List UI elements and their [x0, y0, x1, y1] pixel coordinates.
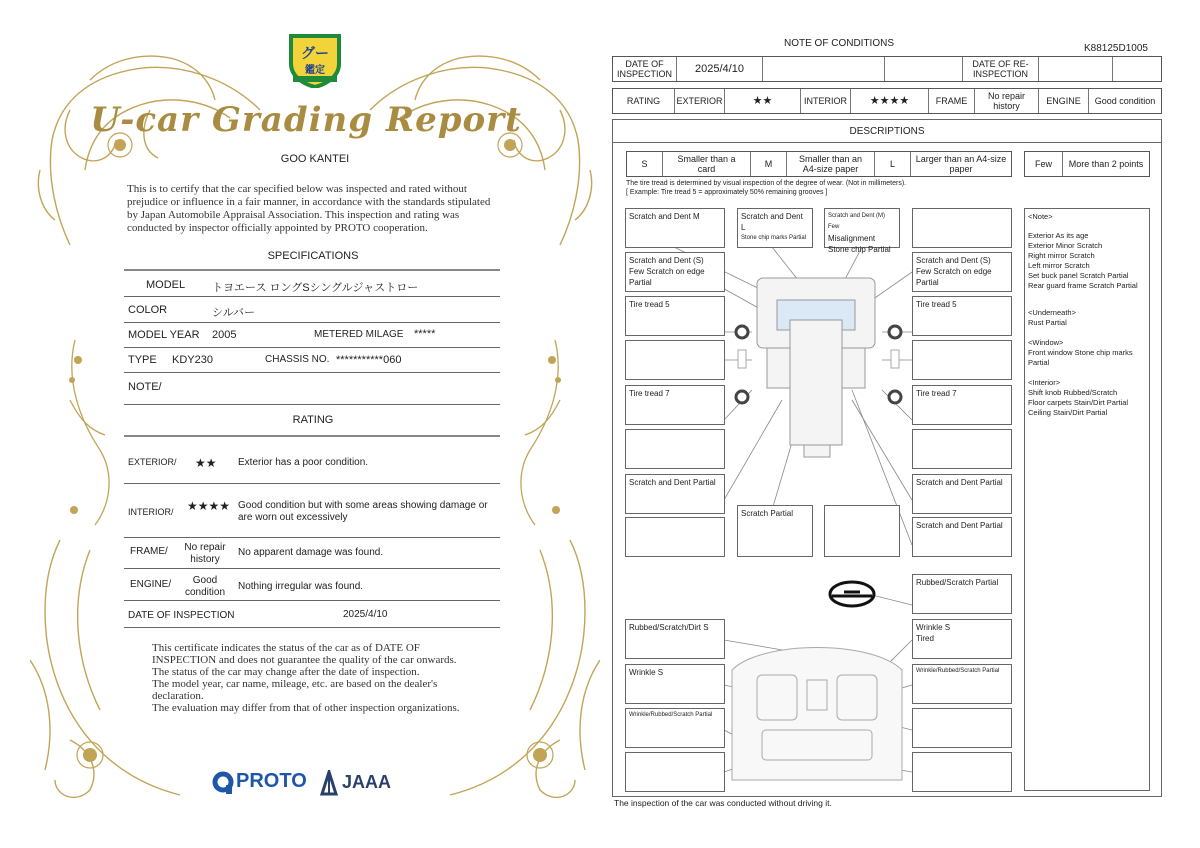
chassis-value: ***********060: [336, 354, 402, 366]
badge-bottom-text: 鑑定: [305, 65, 325, 76]
desc-box-driver-seat: [912, 619, 1012, 659]
remark-item: Floor carpets Stain/Dirt Partial: [1028, 398, 1129, 407]
desc-box-right-bed: Scratch and Dent Partial: [912, 474, 1012, 514]
legend-m: M: [751, 152, 787, 176]
desc-box-left-rear: [625, 429, 725, 469]
divider: [124, 372, 500, 373]
color-value: シルバー: [212, 307, 255, 319]
date-of-inspection-label: DATE OF INSPECTION: [128, 610, 235, 621]
date-of-inspection-value: 2025/4/10: [343, 609, 388, 620]
divider: [124, 269, 500, 271]
divider: [124, 600, 500, 601]
desc-box-front-center-right: [824, 208, 900, 254]
desc-box-steering: Rubbed/Scratch Partial: [912, 574, 1012, 614]
desc-text: Scratch and Dent L: [741, 212, 803, 232]
desc-box-front-center-left: [737, 208, 813, 248]
desc-text: Stone chip marks Partial: [741, 235, 807, 241]
desc-box-passenger-seat: Wrinkle S: [625, 664, 725, 704]
legend-few-desc: More than 2 points: [1068, 159, 1144, 169]
interior-stars: ★★★★: [851, 89, 929, 113]
divider: [124, 537, 500, 538]
date-of-inspection-value: 2025/4/10: [677, 57, 763, 81]
frame-label: FRAME/: [130, 546, 168, 557]
truck-top-view: [757, 278, 875, 457]
descriptions-heading: DESCRIPTIONS: [849, 125, 925, 137]
footer-line: This certificate indicates the status of the car as of DATE OF INSPECTION and does not guarantee the quality of the car onwards.: [152, 642, 457, 666]
remark-item: Exterior As its age: [1028, 231, 1089, 240]
inspection-date-row: [612, 56, 1162, 82]
desc-box-right-rear-tire: Tire tread 7: [912, 385, 1012, 425]
empty-cell: [885, 57, 963, 81]
remarks-panel: [1024, 208, 1150, 791]
desc-box-left-mid: [625, 340, 725, 380]
jaaa-mark-icon: [318, 770, 340, 796]
rating-row: [612, 88, 1162, 114]
desc-text: Tired: [916, 634, 934, 643]
desc-box-front-right: [912, 208, 1012, 248]
desc-box-dashboard: Rubbed/Scratch/Dirt S: [625, 619, 725, 659]
engine-value: Good condition: [184, 575, 226, 598]
rating-heading: RATING: [292, 414, 334, 426]
legend-few: Few: [1025, 152, 1063, 176]
desc-box-left-rear-tire: Tire tread 7: [625, 385, 725, 425]
exterior-label: EXTERIOR: [675, 89, 725, 113]
footer-line: The evaluation may differ from that of other inspection organizations.: [152, 702, 460, 714]
certificate-footer: [152, 642, 482, 714]
divider: [124, 347, 500, 348]
remark-item: Exterior Minor Scratch: [1028, 241, 1103, 250]
desc-box-left-door: Scratch and Dent (S) Few Scratch on edge Partial: [625, 252, 725, 292]
exterior-desc: Exterior has a poor condition.: [238, 457, 369, 468]
note-title: NOTE OF CONDITIONS: [784, 38, 894, 49]
exterior-stars: ★★: [195, 456, 217, 470]
engine-label: ENGINE: [1039, 89, 1089, 113]
empty-cell: [763, 57, 885, 81]
remark-item: Right mirror Scratch: [1028, 251, 1095, 260]
legend-s-desc: Smaller than a card: [663, 152, 751, 176]
report-title: U-car Grading Report: [90, 100, 522, 140]
engine-value: Good condition: [1094, 96, 1156, 106]
desc-box-left-front-tire: Tire tread 5: [625, 296, 725, 336]
remark-item: Shift knob Rubbed/Scratch: [1028, 388, 1118, 397]
desc-text: Wrinkle S: [916, 623, 951, 632]
desc-box-rear-left: [625, 517, 725, 557]
desc-text: Scratch and Dent (M) Few: [828, 213, 886, 230]
legend-s: S: [627, 152, 663, 176]
type-label: TYPE: [128, 354, 157, 366]
interior-stars: ★★★★: [187, 499, 231, 513]
descriptions-heading-bar: [612, 119, 1162, 143]
note-of-conditions: [612, 0, 1200, 848]
desc-box-floor-right: [912, 752, 1012, 792]
divider: [124, 322, 500, 323]
ornament-left-mid: [60, 340, 120, 530]
divider: [124, 627, 500, 628]
exterior-label: EXTERIOR/: [128, 457, 177, 467]
frame-label: FRAME: [929, 89, 975, 113]
engine-label: ENGINE/: [130, 579, 172, 590]
type-value: KDY230: [172, 354, 213, 366]
specifications-heading: SPECIFICATIONS: [267, 250, 359, 262]
interior-label: INTERIOR: [801, 89, 851, 113]
desc-box-floor-left: [625, 752, 725, 792]
frame-desc: No apparent damage was found.: [238, 547, 384, 558]
chassis-label: CHASSIS NO.: [265, 354, 330, 365]
engine-desc: Nothing irregular was found.: [238, 581, 364, 592]
remarks-underneath-heading: <Underneath>: [1028, 308, 1076, 317]
desc-text: Misalignment: [828, 234, 876, 243]
metered-mileage-label: METERED MILAGE: [314, 329, 404, 340]
desc-box-rear-interior-right: [912, 708, 1012, 748]
date-of-inspection-label: DATE OF INSPECTION: [613, 57, 677, 81]
certify-text: This is to certify that the car specified below was inspected and rated without prejudice or influence in a fair manner, in accordance with the standards stipulated by Japan Automobile Appraisal Association. This inspection and rating was conducted by inspector officially appointed by PROTO cooperation.: [127, 183, 491, 234]
model-label: MODEL: [146, 279, 186, 291]
proto-mark-icon: [212, 771, 234, 795]
remark-item: Set buck panel Scratch Partial: [1028, 271, 1129, 280]
steering-wheel-icon: [830, 582, 874, 606]
desc-box-rear-center-right: [824, 505, 900, 557]
proto-logo-text: PROTO: [236, 770, 307, 792]
desc-box-rear-right: Scratch and Dent Partial: [912, 517, 1012, 557]
desc-box-rear-center: Scratch Partial: [737, 505, 813, 557]
footer-line: The model year, car name, mileage, etc. are based on the dealer's declaration.: [152, 678, 438, 702]
empty-cell: [1039, 57, 1113, 81]
few-legend: [1024, 151, 1150, 177]
remark-item: Front window Stone chip marks Partial: [1028, 348, 1133, 367]
rating-label: RATING: [613, 89, 675, 113]
desc-box-right-mid: [912, 340, 1012, 380]
divider: [124, 296, 500, 297]
inspection-footer: The inspection of the car was conducted without driving it.: [614, 798, 832, 808]
legend-m-desc: Smaller than an A4-size paper: [787, 152, 875, 176]
legend-l: L: [875, 152, 911, 176]
legend-l-desc: Larger than an A4-size paper: [915, 154, 1007, 174]
cab-interior-view: [732, 648, 902, 781]
desc-box-door-trim-right: Wrinkle/Rubbed/Scratch Partial: [912, 664, 1012, 704]
metered-mileage-value: *****: [414, 328, 436, 340]
desc-box-door-trim-left: Wrinkle/Rubbed/Scratch Partial: [625, 708, 725, 748]
report-subtitle: GOO KANTEI: [280, 153, 350, 165]
frame-value: No repair history: [975, 89, 1039, 113]
remarks-interior-heading: <Interior>: [1028, 378, 1061, 387]
desc-box-right-rear: [912, 429, 1012, 469]
divider: [124, 435, 500, 437]
interior-label: INTERIOR/: [128, 507, 174, 517]
footer-line: The status of the car may change after the date of inspection.: [152, 666, 420, 678]
model-value: トヨエース ロングSシングルジャストロー: [212, 282, 419, 294]
remark-item: Ceiling Stain/Dirt Partial: [1028, 408, 1108, 417]
desc-text: Stone chip Partial: [828, 245, 891, 254]
remark-item: Rust Partial: [1028, 318, 1067, 327]
model-year-value: 2005: [212, 329, 237, 341]
remarks-window-heading: <Window>: [1028, 338, 1064, 347]
jaaa-logo-text: JAAA: [342, 772, 392, 792]
remark-item: Rear guard frame Scratch Partial: [1028, 281, 1138, 290]
tire-example: [ Example: Tire tread 5 = approximately 50% remaining grooves ]: [626, 189, 828, 196]
divider: [124, 568, 500, 569]
tire-note: The tire tread is determined by visual inspection of the degree of wear. (Not in millimeters).: [626, 180, 907, 187]
interior-desc: Good condition but with some areas showing damage or are worn out excessively: [238, 500, 488, 523]
divider: [124, 404, 500, 405]
color-label: COLOR: [128, 304, 168, 316]
empty-cell: [1113, 57, 1161, 81]
goo-kantei-badge: [287, 32, 343, 88]
remarks-note-heading: <Note>: [1028, 212, 1053, 221]
ornament-right-mid: [510, 340, 570, 530]
date-of-reinspection-label: DATE OF RE-INSPECTION: [963, 57, 1039, 81]
desc-box-front-left: Scratch and Dent M: [625, 208, 725, 248]
desc-box-right-door: Scratch and Dent (S) Few Scratch on edge Partial: [912, 252, 1012, 292]
divider: [124, 483, 500, 484]
size-legend: [626, 151, 1012, 177]
model-year-label: MODEL YEAR: [128, 329, 200, 341]
frame-value: No repair history: [184, 542, 226, 565]
desc-box-right-front-tire: Tire tread 5: [912, 296, 1012, 336]
exterior-stars: ★★: [725, 89, 801, 113]
reference-number: K88125D1005: [1084, 43, 1148, 54]
badge-top-text: グー: [301, 46, 329, 62]
remark-item: Left mirror Scratch: [1028, 261, 1090, 270]
desc-box-left-bed: Scratch and Dent Partial: [625, 474, 725, 514]
note-label: NOTE/: [128, 381, 162, 393]
